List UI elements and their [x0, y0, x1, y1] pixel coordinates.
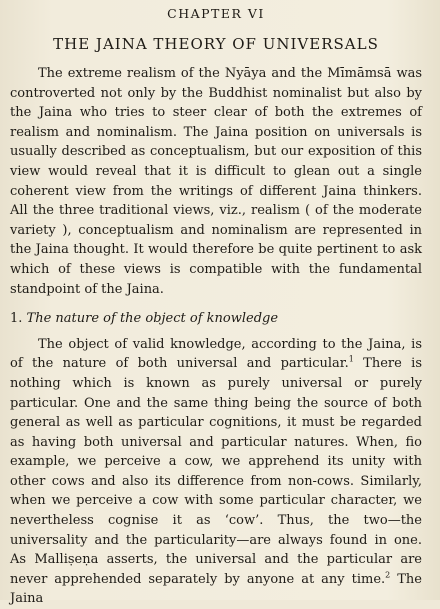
- section-title: The nature of the object of knowledge: [26, 311, 279, 327]
- chapter-label: CHAPTER VI: [167, 6, 265, 21]
- footnote-marker-2: 2: [385, 570, 391, 580]
- body-text-part-1: The object of valid knowledge, according to the Jaina, is of the nature of both universal and particular.: [10, 336, 422, 372]
- intro-paragraph: The extreme realism of the Nyāya and the Mīmāmsā was controverted not only by the Buddhist nominalist but also by the Jaina who tries to steer clear of both the extremes of realism and nominalism. The Jaina position on universals is usually described as conceptualism, but our exposition of this view would reveal that it is difficult to glean out a single coherent view from the writings of different Jaina thinkers. All the three traditional views, viz., realism ( of the moderate variety ), conceptualism and nominalism are represented in the Jaina thought. It would therefore be quite pertinent to ask which of these views is compatible with the fundamental standpoint of the Jaina.: [10, 66, 422, 297]
- body-paragraph: [10, 335, 422, 609]
- section-heading: [10, 309, 422, 329]
- body-text-part-2: There is nothing which is known as purely universal or purely particular. One and the same thing being the source of both general as well as particular cognitions, it must be regarded as having both universal and particular natures. When, fio example, we perceive a cow, we apprehend its unity with other cows and also its difference from non-cows. Similarly, when we perceive a cow with some particular character, we nevertheless cognise it as ‘cow’. Thus, the two—the universality and the particularity—are always found in one. As Malliṣeṇa asserts, the universal and the particular are never apprehended separately by anyone at any time.: [10, 356, 422, 587]
- body-text-part-3: The Jaina: [10, 571, 422, 607]
- section-number: 1.: [10, 311, 23, 327]
- footnote-marker-1: 1: [348, 354, 354, 364]
- chapter-title: THE JAINA THEORY OF UNIVERSALS: [53, 35, 379, 53]
